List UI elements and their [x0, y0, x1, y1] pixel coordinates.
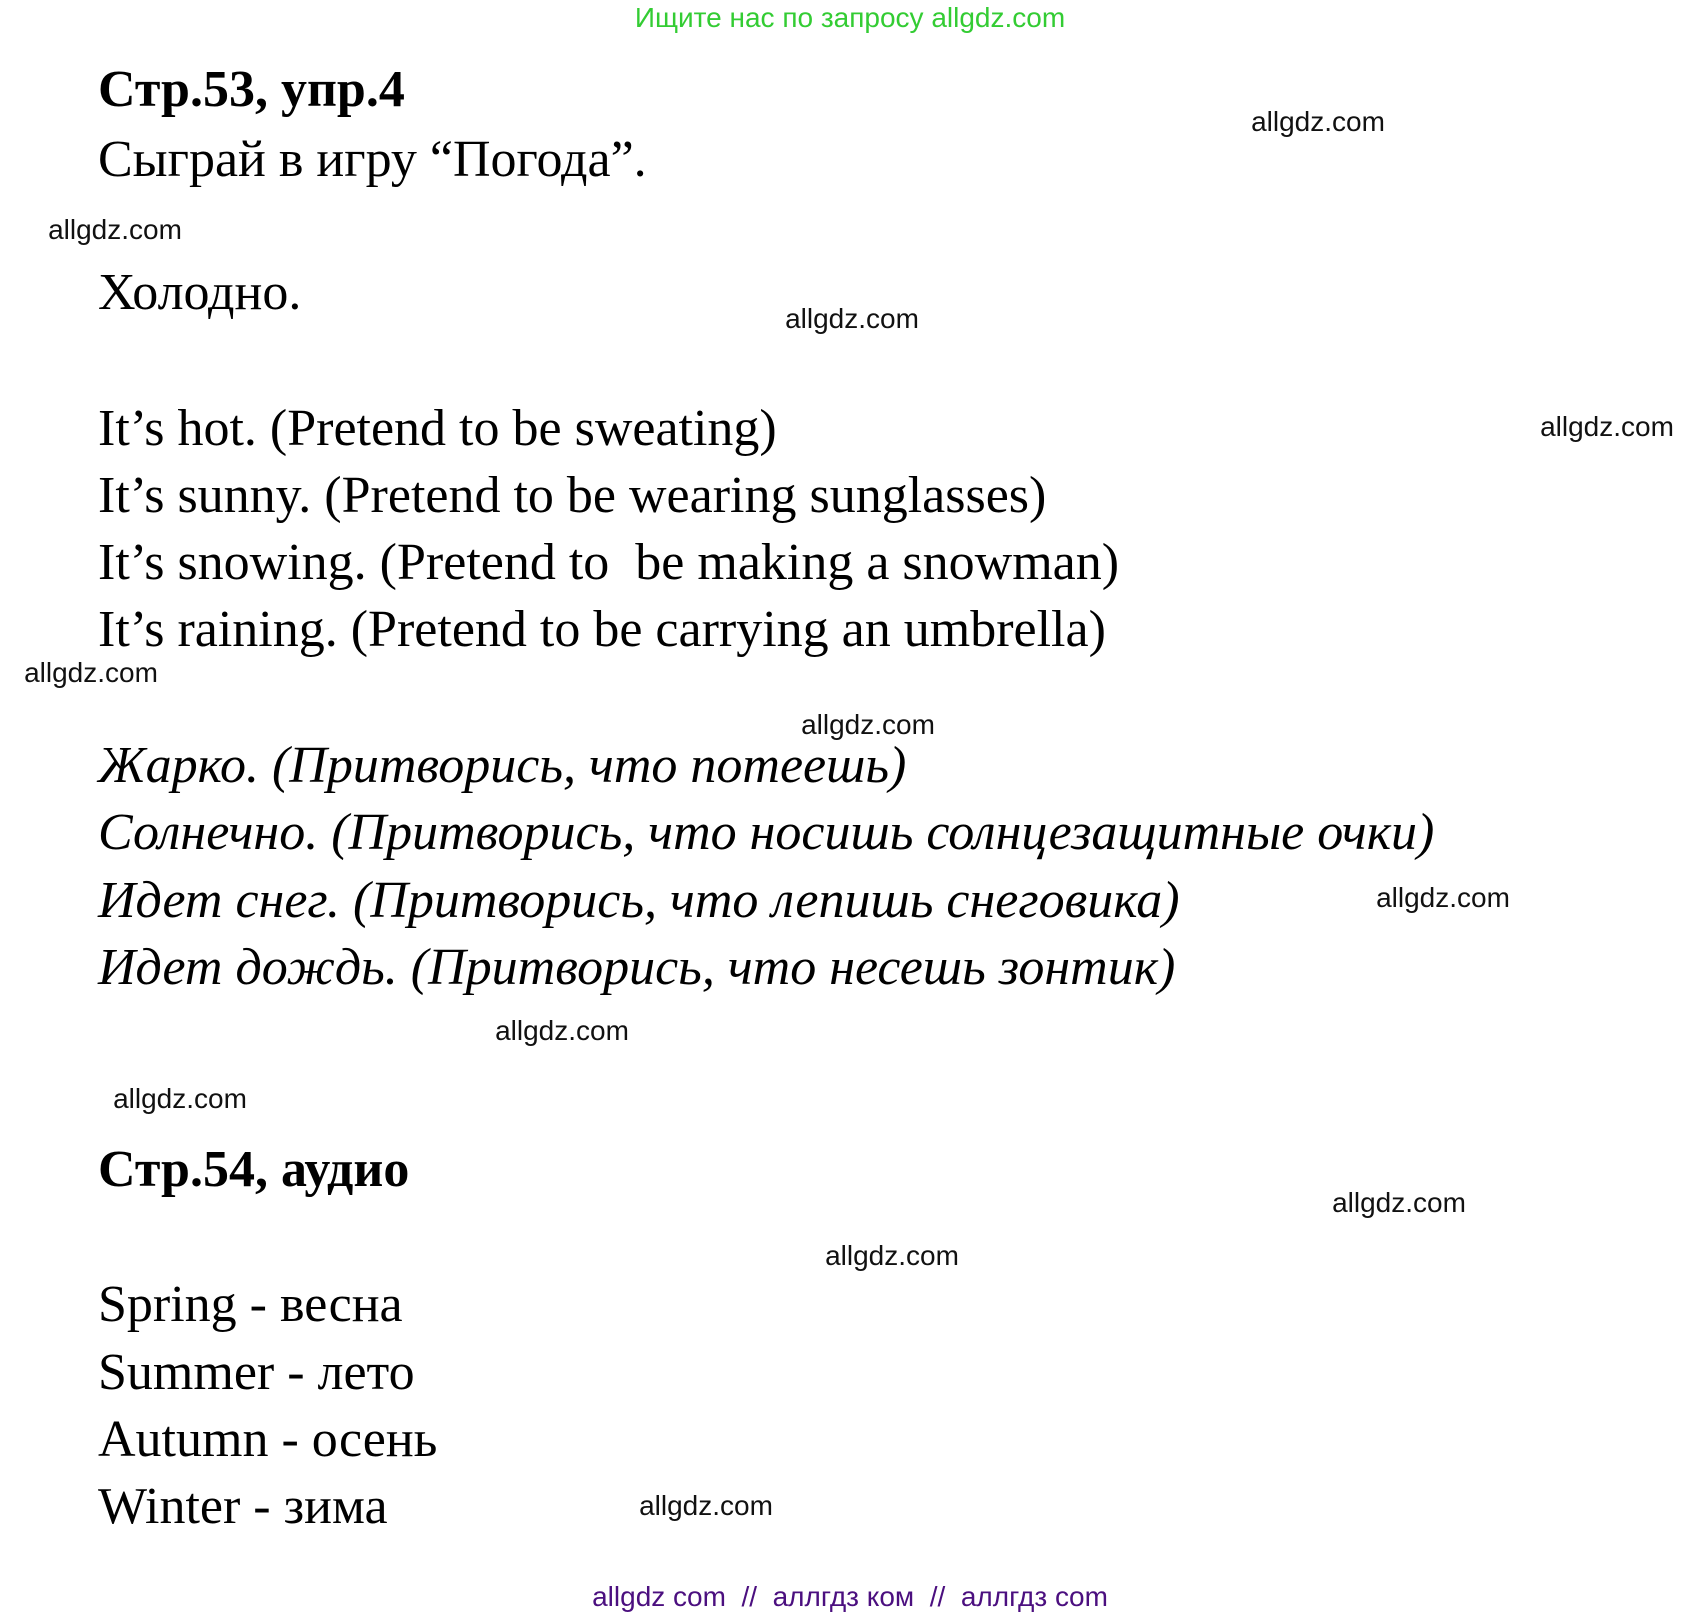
word-line: Spring - весна [98, 1276, 403, 1333]
watermark: allgdz.com [1540, 411, 1674, 442]
instruction: Сыграй в игру “Погода”. [98, 131, 647, 188]
russian-line: Идет дождь. (Притворись, что несешь зонтик) [98, 939, 1176, 996]
english-line: It’s sunny. (Pretend to be wearing sunglasses) [98, 467, 1047, 524]
header-banner: Ищите нас по запросу allgdz.com [634, 2, 1066, 33]
watermark: allgdz.com [801, 709, 935, 740]
word-line: Summer - лето [98, 1344, 415, 1401]
footer-links: allgdz com // аллгдз ком // аллгдз com [592, 1581, 1108, 1612]
watermark: allgdz.com [24, 657, 158, 688]
watermark: allgdz.com [1332, 1187, 1466, 1218]
word-line: Autumn - осень [98, 1411, 438, 1468]
watermark: allgdz.com [1251, 106, 1385, 137]
english-line: It’s snowing. (Pretend to be making a snowman) [98, 534, 1120, 591]
watermark: allgdz.com [825, 1240, 959, 1271]
english-line: It’s raining. (Pretend to be carrying an umbrella) [98, 601, 1106, 658]
english-line: It’s hot. (Pretend to be sweating) [98, 400, 777, 457]
section-title-p54: Стр.54, аудио [98, 1141, 410, 1198]
russian-line: Жарко. (Притворись, что потеешь) [98, 737, 907, 794]
watermark: allgdz.com [785, 303, 919, 334]
word-line: Winter - зима [98, 1478, 388, 1535]
watermark: allgdz.com [1376, 882, 1510, 913]
example: Холодно. [98, 264, 302, 321]
russian-line: Идет снег. (Притворись, что лепишь снеговика) [98, 872, 1180, 929]
watermark: allgdz.com [639, 1490, 773, 1521]
watermark: allgdz.com [113, 1083, 247, 1114]
watermark: allgdz.com [495, 1015, 629, 1046]
section-title-p53: Стр.53, упр.4 [98, 61, 405, 118]
russian-line: Солнечно. (Притворись, что носишь солнцезащитные очки) [98, 804, 1435, 861]
watermark: allgdz.com [48, 214, 182, 245]
